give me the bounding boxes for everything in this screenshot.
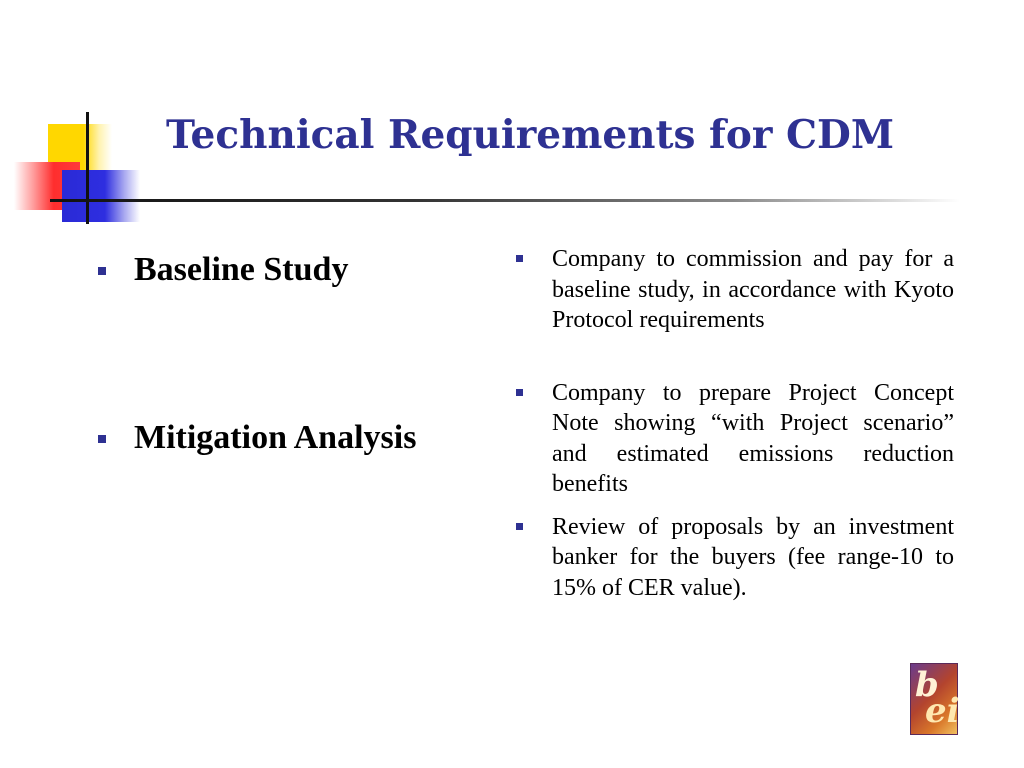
right-bullet-text: Company to commission and pay for a baseline study, in accordance with Kyoto Protocol requirements: [552, 246, 954, 333]
right-bullet-list: [514, 244, 954, 603]
left-bullet-item: [96, 414, 476, 462]
logo-letter-b: b: [915, 665, 939, 705]
right-bullet-text: Review of proposals by an investment banker for the buyers (fee range-10 to 15% of CER value).: [552, 513, 954, 601]
square-bullet-icon: [516, 523, 523, 530]
right-bullet-item: [514, 378, 954, 500]
decorative-vertical-line: [86, 112, 89, 224]
left-bullet-list: [96, 246, 476, 462]
decorative-blue-square: [62, 170, 140, 222]
right-bullet-item: [514, 244, 954, 336]
title-underline: [50, 199, 960, 202]
square-bullet-icon: [516, 389, 523, 396]
bei-logo-icon: [910, 663, 958, 735]
right-bullet-text: Company to prepare Project Concept Note showing “with Project scenario” and estimated emissions reduction benefits: [552, 379, 954, 497]
left-bullet-label: Baseline Study: [134, 251, 349, 288]
logo-letter-ei: ei: [925, 691, 960, 731]
slide-title: Technical Requirements for CDM: [166, 112, 894, 158]
square-bullet-icon: [516, 255, 523, 262]
left-bullet-label: Mitigation Analysis: [134, 419, 417, 456]
right-bullet-item: [514, 512, 954, 604]
square-bullet-icon: [98, 267, 106, 275]
left-bullet-item: [96, 246, 476, 294]
square-bullet-icon: [98, 435, 106, 443]
